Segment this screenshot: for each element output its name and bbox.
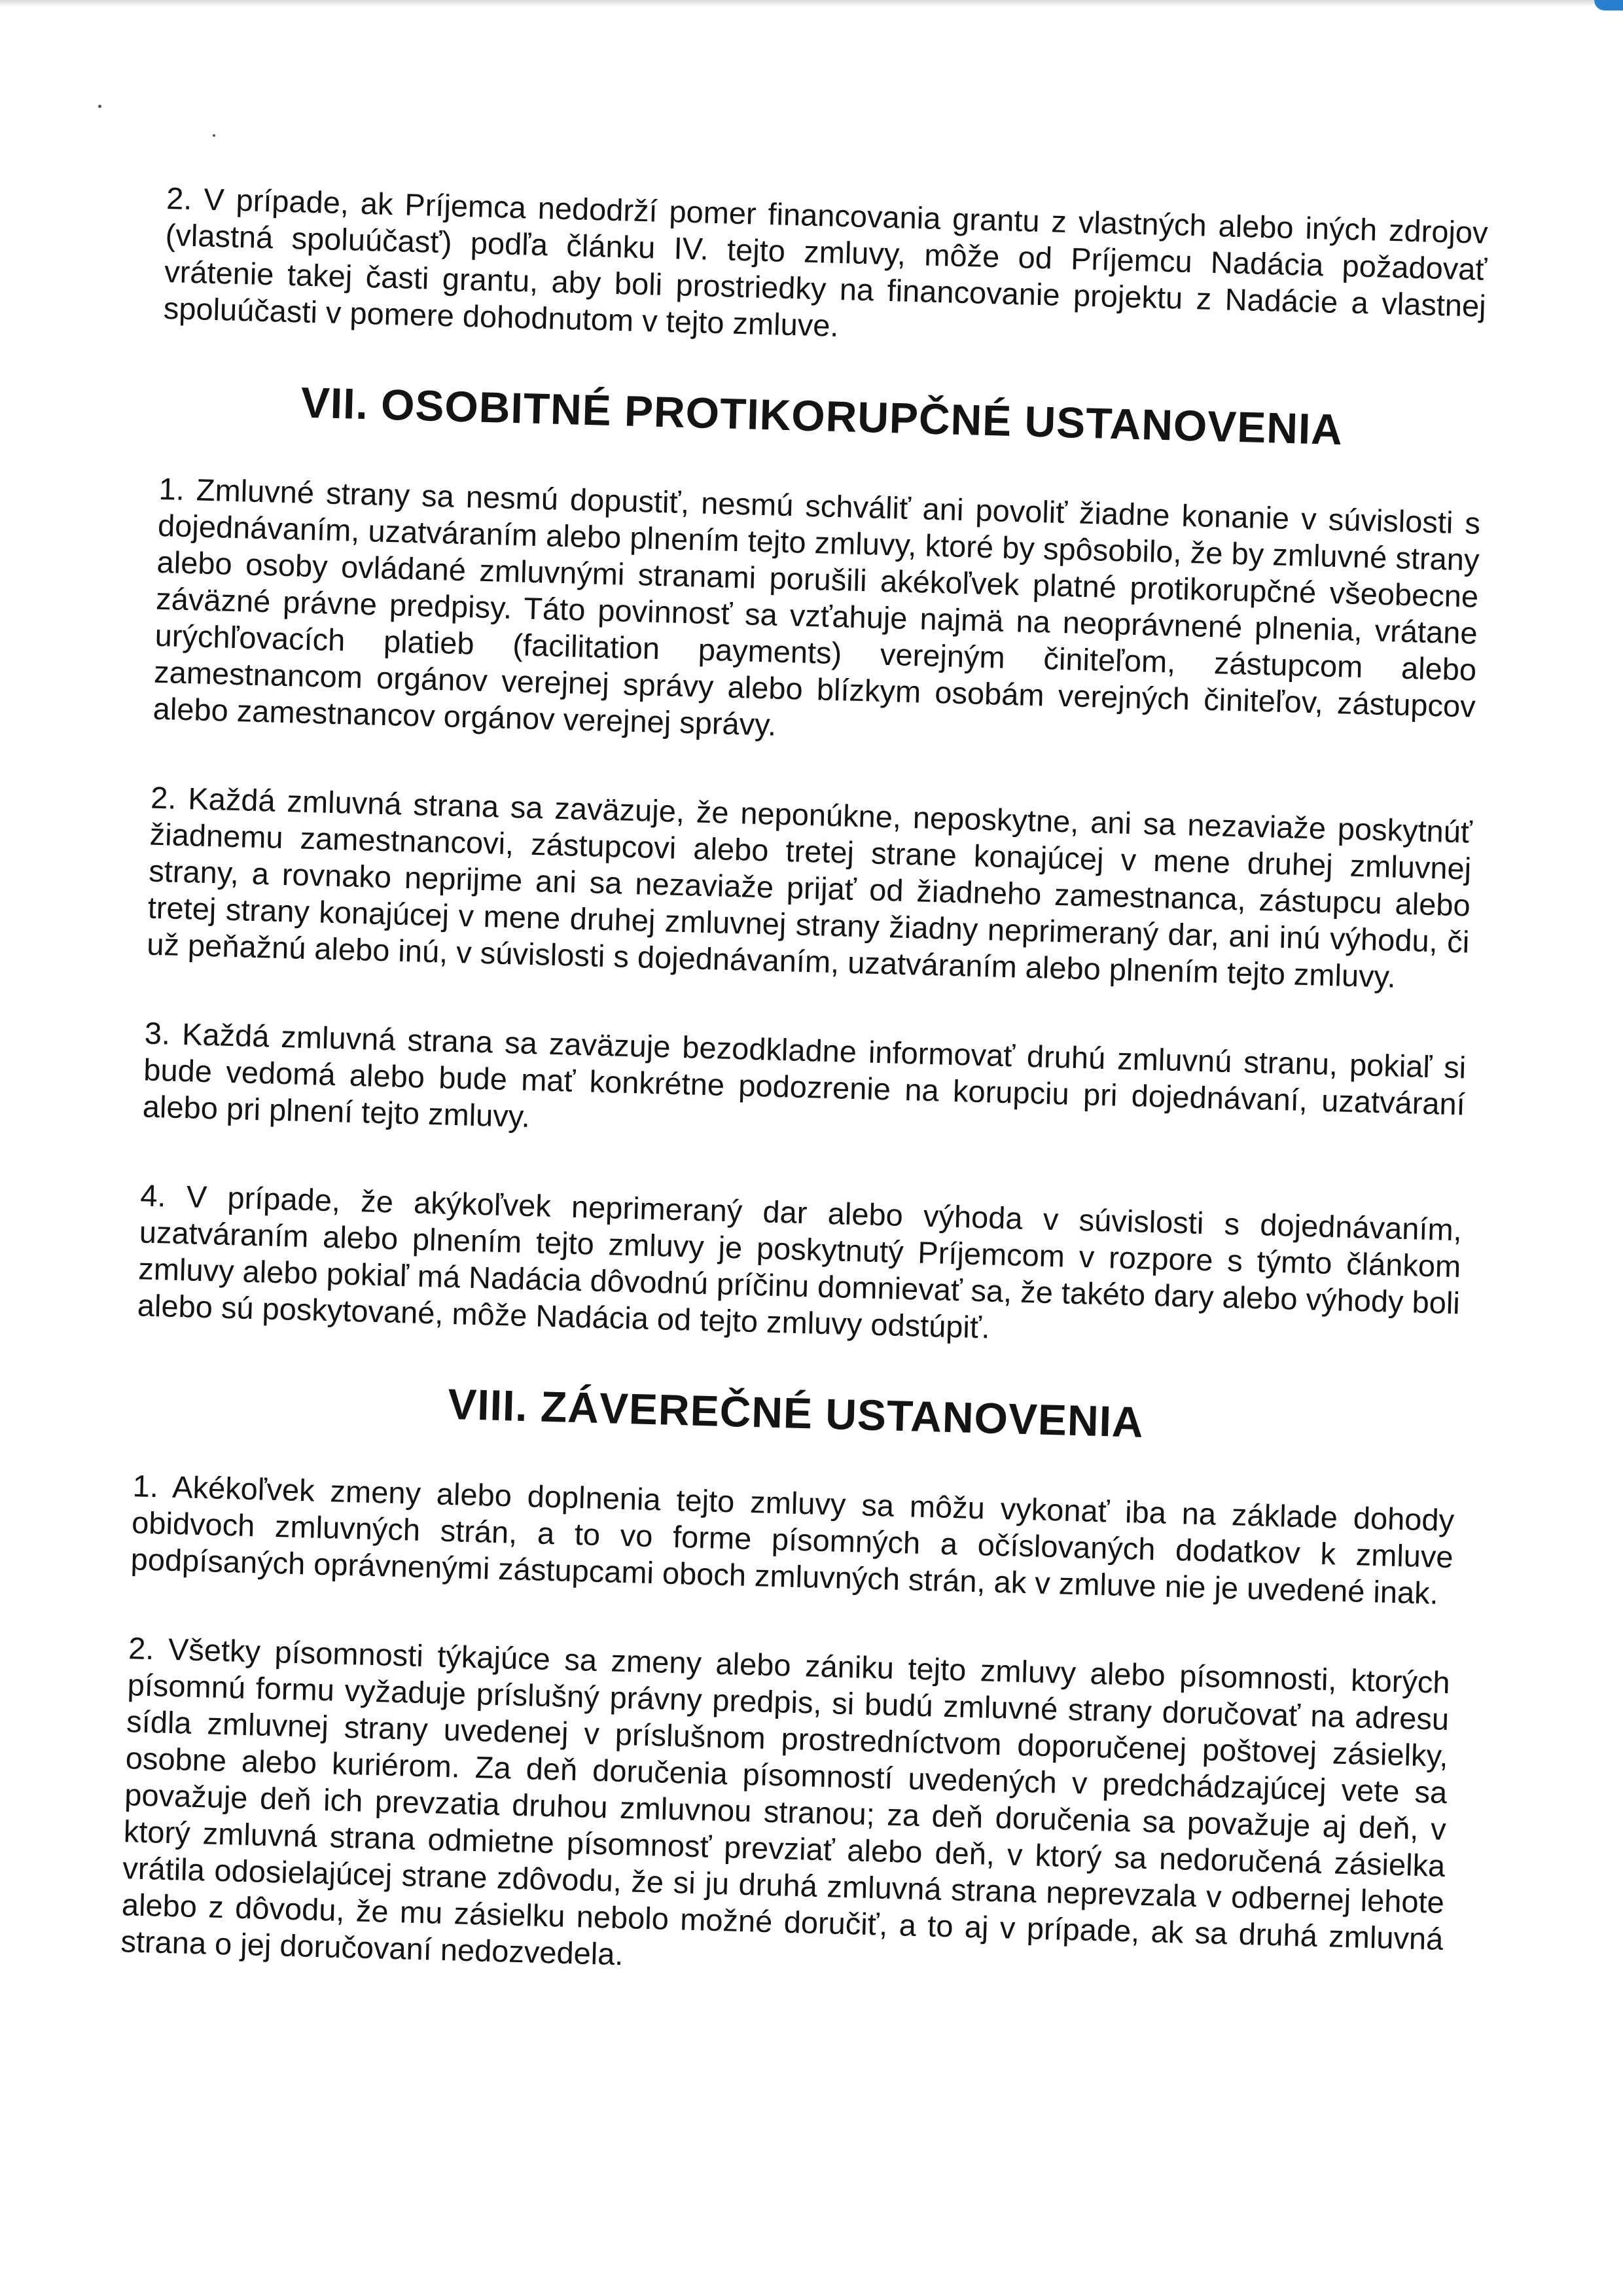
- paragraph-vii-2: 2. Každá zmluvná strana sa zaväzuje, že neponúkne, neposkytne, ani sa nezaviaže poskytnúť žiadnemu zamestnancovi, zástupcovi alebo tretej strane konajúcej v mene druhej zmluvnej strany, a rovnako neprijme ani sa nezaviaže prijať od žiadneho zamestnanca, zástupcu alebo tretej strany konajúcej v mene druhej zmluvnej strany žiadny neprimeraný dar, ani inú výhodu, či už peňažnú alebo inú, v súvislosti s dojednávaním, uzatváraním alebo plnením tejto zmluvy.: [146, 780, 1473, 994]
- document-page: [120, 180, 1489, 1994]
- paragraph-vii-3: 3. Každá zmluvná strana sa zaväzuje bezodkladne informovať druhú zmluvnú stranu, pokiaľ si bude vedomá alebo bude mať konkrétne podozrenie na korupciu pri dojednávaní, uzatváraní alebo pri plnení tejto zmluvy.: [142, 1015, 1467, 1134]
- scan-edge: [0, 0, 1623, 7]
- section-heading-viii: VIII. ZÁVEREČNÉ USTANOVENIA: [447, 1379, 1145, 1446]
- scan-speck: [213, 134, 215, 137]
- paragraph-vii-1: 1. Zmluvné strany sa nesmú dopustiť, nesmú schváliť ani povoliť žiadne konanie v súvislosti s dojednávaním, uzatváraním alebo plnením tejto zmluvy, ktoré by spôsobilo, že by zmluvné strany alebo osoby ovládané zmluvnými stranami porušili akékoľvek platné protikorupčné všeobecne záväzné právne predpisy. Táto povinnosť sa vzťahuje najmä na neoprávnené plnenia, vrátane urýchľovacích platieb (facilitation payments) verejným činiteľom, zástupcom alebo zamestnancom orgánov verejnej správy alebo blízkym osobám verejných činiteľov, zástupcov alebo zamestnancov orgánov verejnej správy.: [152, 471, 1481, 742]
- section-heading-vii: VII. OSOBITNÉ PROTIKORUPČNÉ USTANOVENIA: [300, 378, 1344, 454]
- paragraph-vii-4: 4. V prípade, že akýkoľvek neprimeraný dar alebo výhoda v súvislosti s dojednávaním, uzatváraním alebo plnením tejto zmluvy je poskytnutý Príjemcom v rozpore s týmto článkom zmluvy alebo pokiaľ má Nadácia dôvodnú príčinu domnievať sa, že takéto dary alebo výhody boli alebo sú poskytované, môže Nadácia od tejto zmluvy odstúpiť.: [137, 1177, 1463, 1345]
- paragraph-viii-1: 1. Akékoľvek zmeny alebo doplnenia tejto zmluvy sa môžu vykonať iba na základe dohody obidvoch zmluvných strán, a to vo forme písomných a očíslovaných dodatkov k zmluve podpísaných oprávnenými zástupcami oboch zmluvných strán, ak v zmluve nie je uvedené inak.: [130, 1468, 1455, 1611]
- corner-mark: [1594, 0, 1623, 10]
- paragraph-intro-2: 2. V prípade, ak Príjemca nedodrží pomer financovania grantu z vlastných alebo iných zdrojov (vlastná spoluúčasť) podľa článku IV. tejto zmluvy, môže od Príjemcu Nadácia požadovať vrátenie takej časti grantu, aby boli prostriedky na financovanie projektu z Nadácie a vlastnej spoluúčasti v pomere dohodnutom v tejto zmluve.: [163, 180, 1489, 343]
- scan-speck: [98, 105, 101, 108]
- paragraph-viii-2: 2. Všetky písomnosti týkajúce sa zmeny alebo zániku tejto zmluvy alebo písomnosti, ktorých písomnú formu vyžaduje príslušný právny predpis, si budú zmluvné strany doručovať na adresu sídla zmluvnej strany uvedenej v príslušnom prostredníctvom doporučenej poštovej zásielky, osobne alebo kuriérom. Za deň doručenia písomností uvedených v predchádzajúcej vete sa považuje deň ich prevzatia druhou zmluvnou stranou; za deň doručenia sa považuje aj deň, v ktorý zmluvná strana odmietne písomnosť prevziať alebo deň, v ktorý sa nedoručená zásielka vrátila odosielajúcej strane zdôvodu, že si ju druhá zmluvná strana neprevzala v odbernej lehote alebo z dôvodu, že mu zásielku nebolo možné doručiť, a to aj v prípade, ak sa druhá zmluvná strana o jej doručovaní nedozvedela.: [120, 1630, 1451, 1972]
